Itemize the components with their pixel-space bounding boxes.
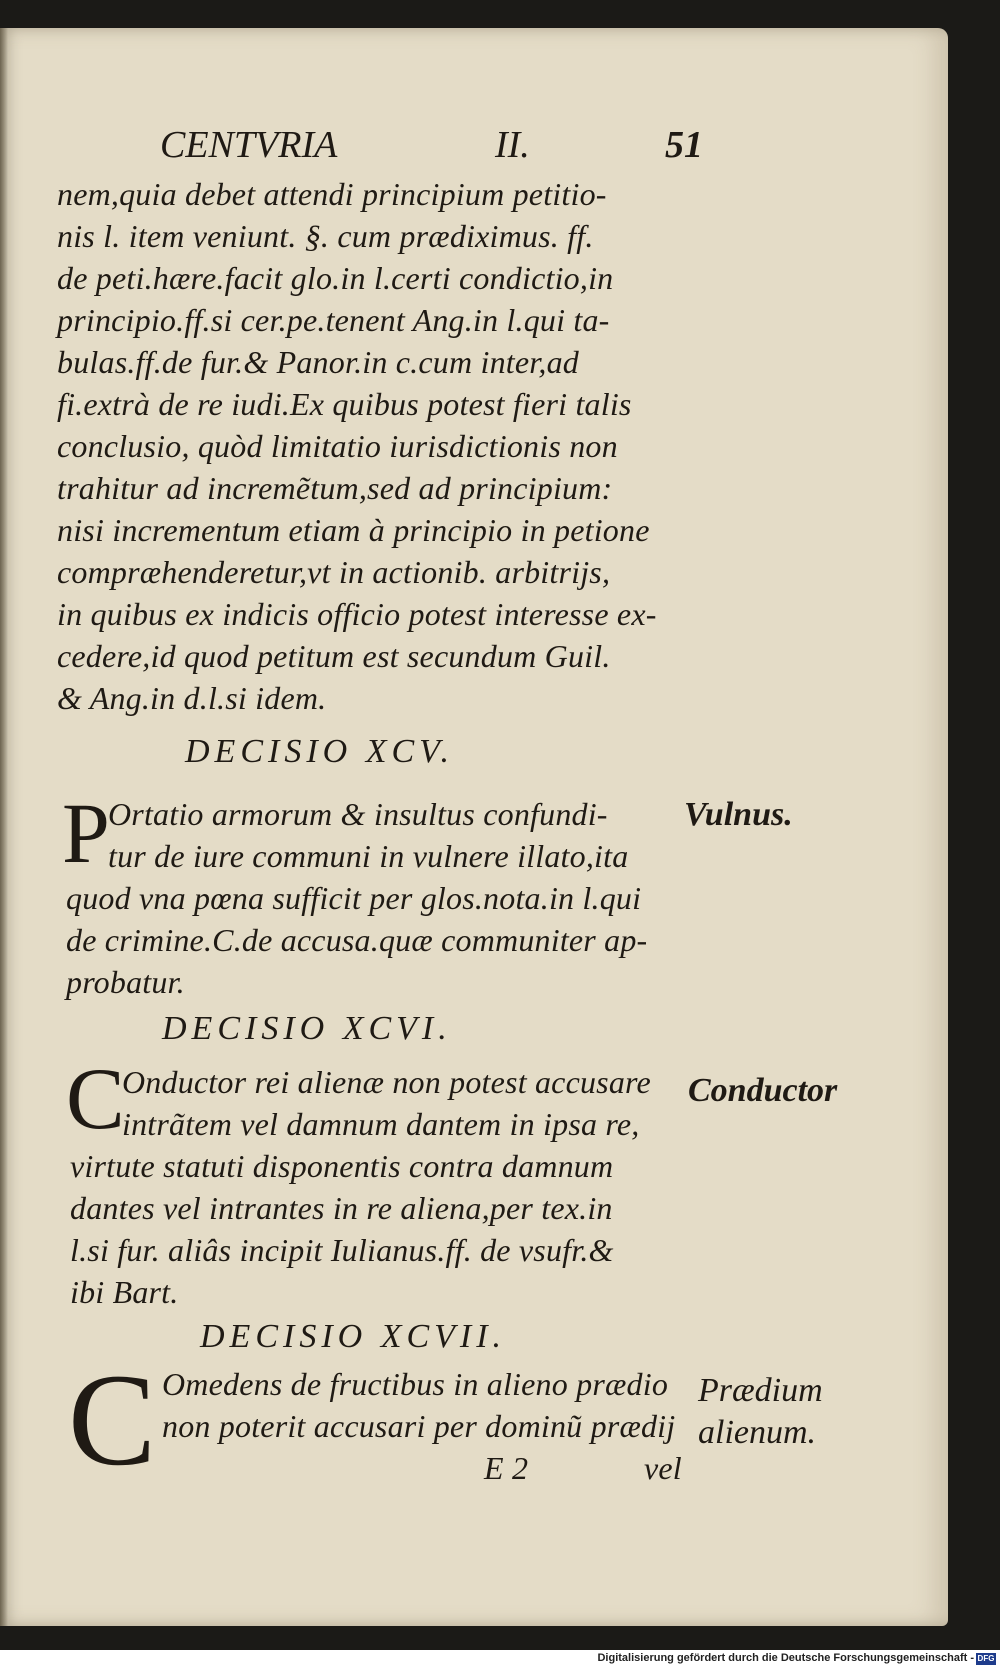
drop-cap: C <box>68 1346 157 1493</box>
header-part: II. <box>495 124 530 166</box>
page-number: 51 <box>665 124 703 166</box>
section-line: Onductor rei alienæ non potest accusare <box>122 1064 651 1100</box>
body-line: de peti.hære.facit glo.in l.certi condictio,in <box>57 260 614 296</box>
gutter-shadow <box>0 28 8 1626</box>
body-line: nem,quia debet attendi principium petitio- <box>57 176 607 212</box>
section-line: Ortatio armorum & insultus confundi- <box>108 796 608 832</box>
section-line: virtute statuti disponentis contra damnum <box>70 1148 614 1184</box>
body-line: nisi incrementum etiam à principio in petione <box>57 512 650 548</box>
body-line: bulas.ff.de fur.& Panor.in c.cum inter,ad <box>57 344 579 380</box>
footer-credit: Digitalisierung gefördert durch die Deutsche Forschungsgemeinschaft - <box>597 1652 974 1664</box>
section-line: non poterit accusari per dominũ prædij <box>162 1408 676 1444</box>
body-line: principio.ff.si cer.pe.tenent Ang.in l.qui ta- <box>57 302 610 338</box>
header-title: CENTVRIA <box>160 124 338 166</box>
section-heading: DECISIO XCV. <box>185 733 455 770</box>
body-line: nis l. item veniunt. §. cum prædiximus. ff. <box>57 218 594 254</box>
margin-note: alienum. <box>698 1414 817 1451</box>
catchword: vel <box>644 1450 682 1486</box>
section-line: de crimine.C.de accusa.quæ communiter ap- <box>66 922 648 958</box>
signature-mark: E 2 <box>484 1450 529 1486</box>
drop-cap: P <box>62 785 110 881</box>
section-line: ibi Bart. <box>70 1274 179 1310</box>
margin-note: Vulnus. <box>684 796 793 833</box>
section-line: l.si fur. aliâs incipit Iulianus.ff. de vsufr.& <box>70 1232 614 1268</box>
body-line: conclusio, quòd limitatio iurisdictionis non <box>57 428 618 464</box>
running-header <box>160 123 720 183</box>
body-line: in quibus ex indicis officio potest interesse ex- <box>57 596 657 632</box>
section-line: probatur. <box>66 964 185 1000</box>
section-heading: DECISIO XCVI. <box>162 1010 452 1047</box>
section-line: intrãtem vel damnum dantem in ipsa re, <box>122 1106 640 1142</box>
margin-note: Prædium <box>698 1372 823 1409</box>
body-line: cedere,id quod petitum est secundum Guil. <box>57 638 611 674</box>
section-line: dantes vel intrantes in re aliena,per tex.in <box>70 1190 613 1226</box>
margin-note: Conductor <box>688 1072 838 1109</box>
dfg-logo: DFG <box>977 1654 995 1663</box>
body-line: fi.extrà de re iudi.Ex quibus potest fieri talis <box>57 386 632 422</box>
section-line: quod vna pœna sufficit per glos.nota.in l.qui <box>66 880 642 916</box>
drop-cap: C <box>66 1051 125 1148</box>
section-line: tur de iure communi in vulnere illato,ita <box>108 838 629 874</box>
body-line: trahitur ad incremẽtum,sed ad principium: <box>57 470 613 506</box>
body-line: compræhenderetur,vt in actionib. arbitrijs, <box>57 554 611 590</box>
section-line: Omedens de fructibus in alieno prædio <box>162 1366 669 1402</box>
body-line: & Ang.in d.l.si idem. <box>57 680 327 716</box>
book-page <box>0 28 948 1626</box>
section-heading: DECISIO XCVII. <box>200 1318 507 1355</box>
